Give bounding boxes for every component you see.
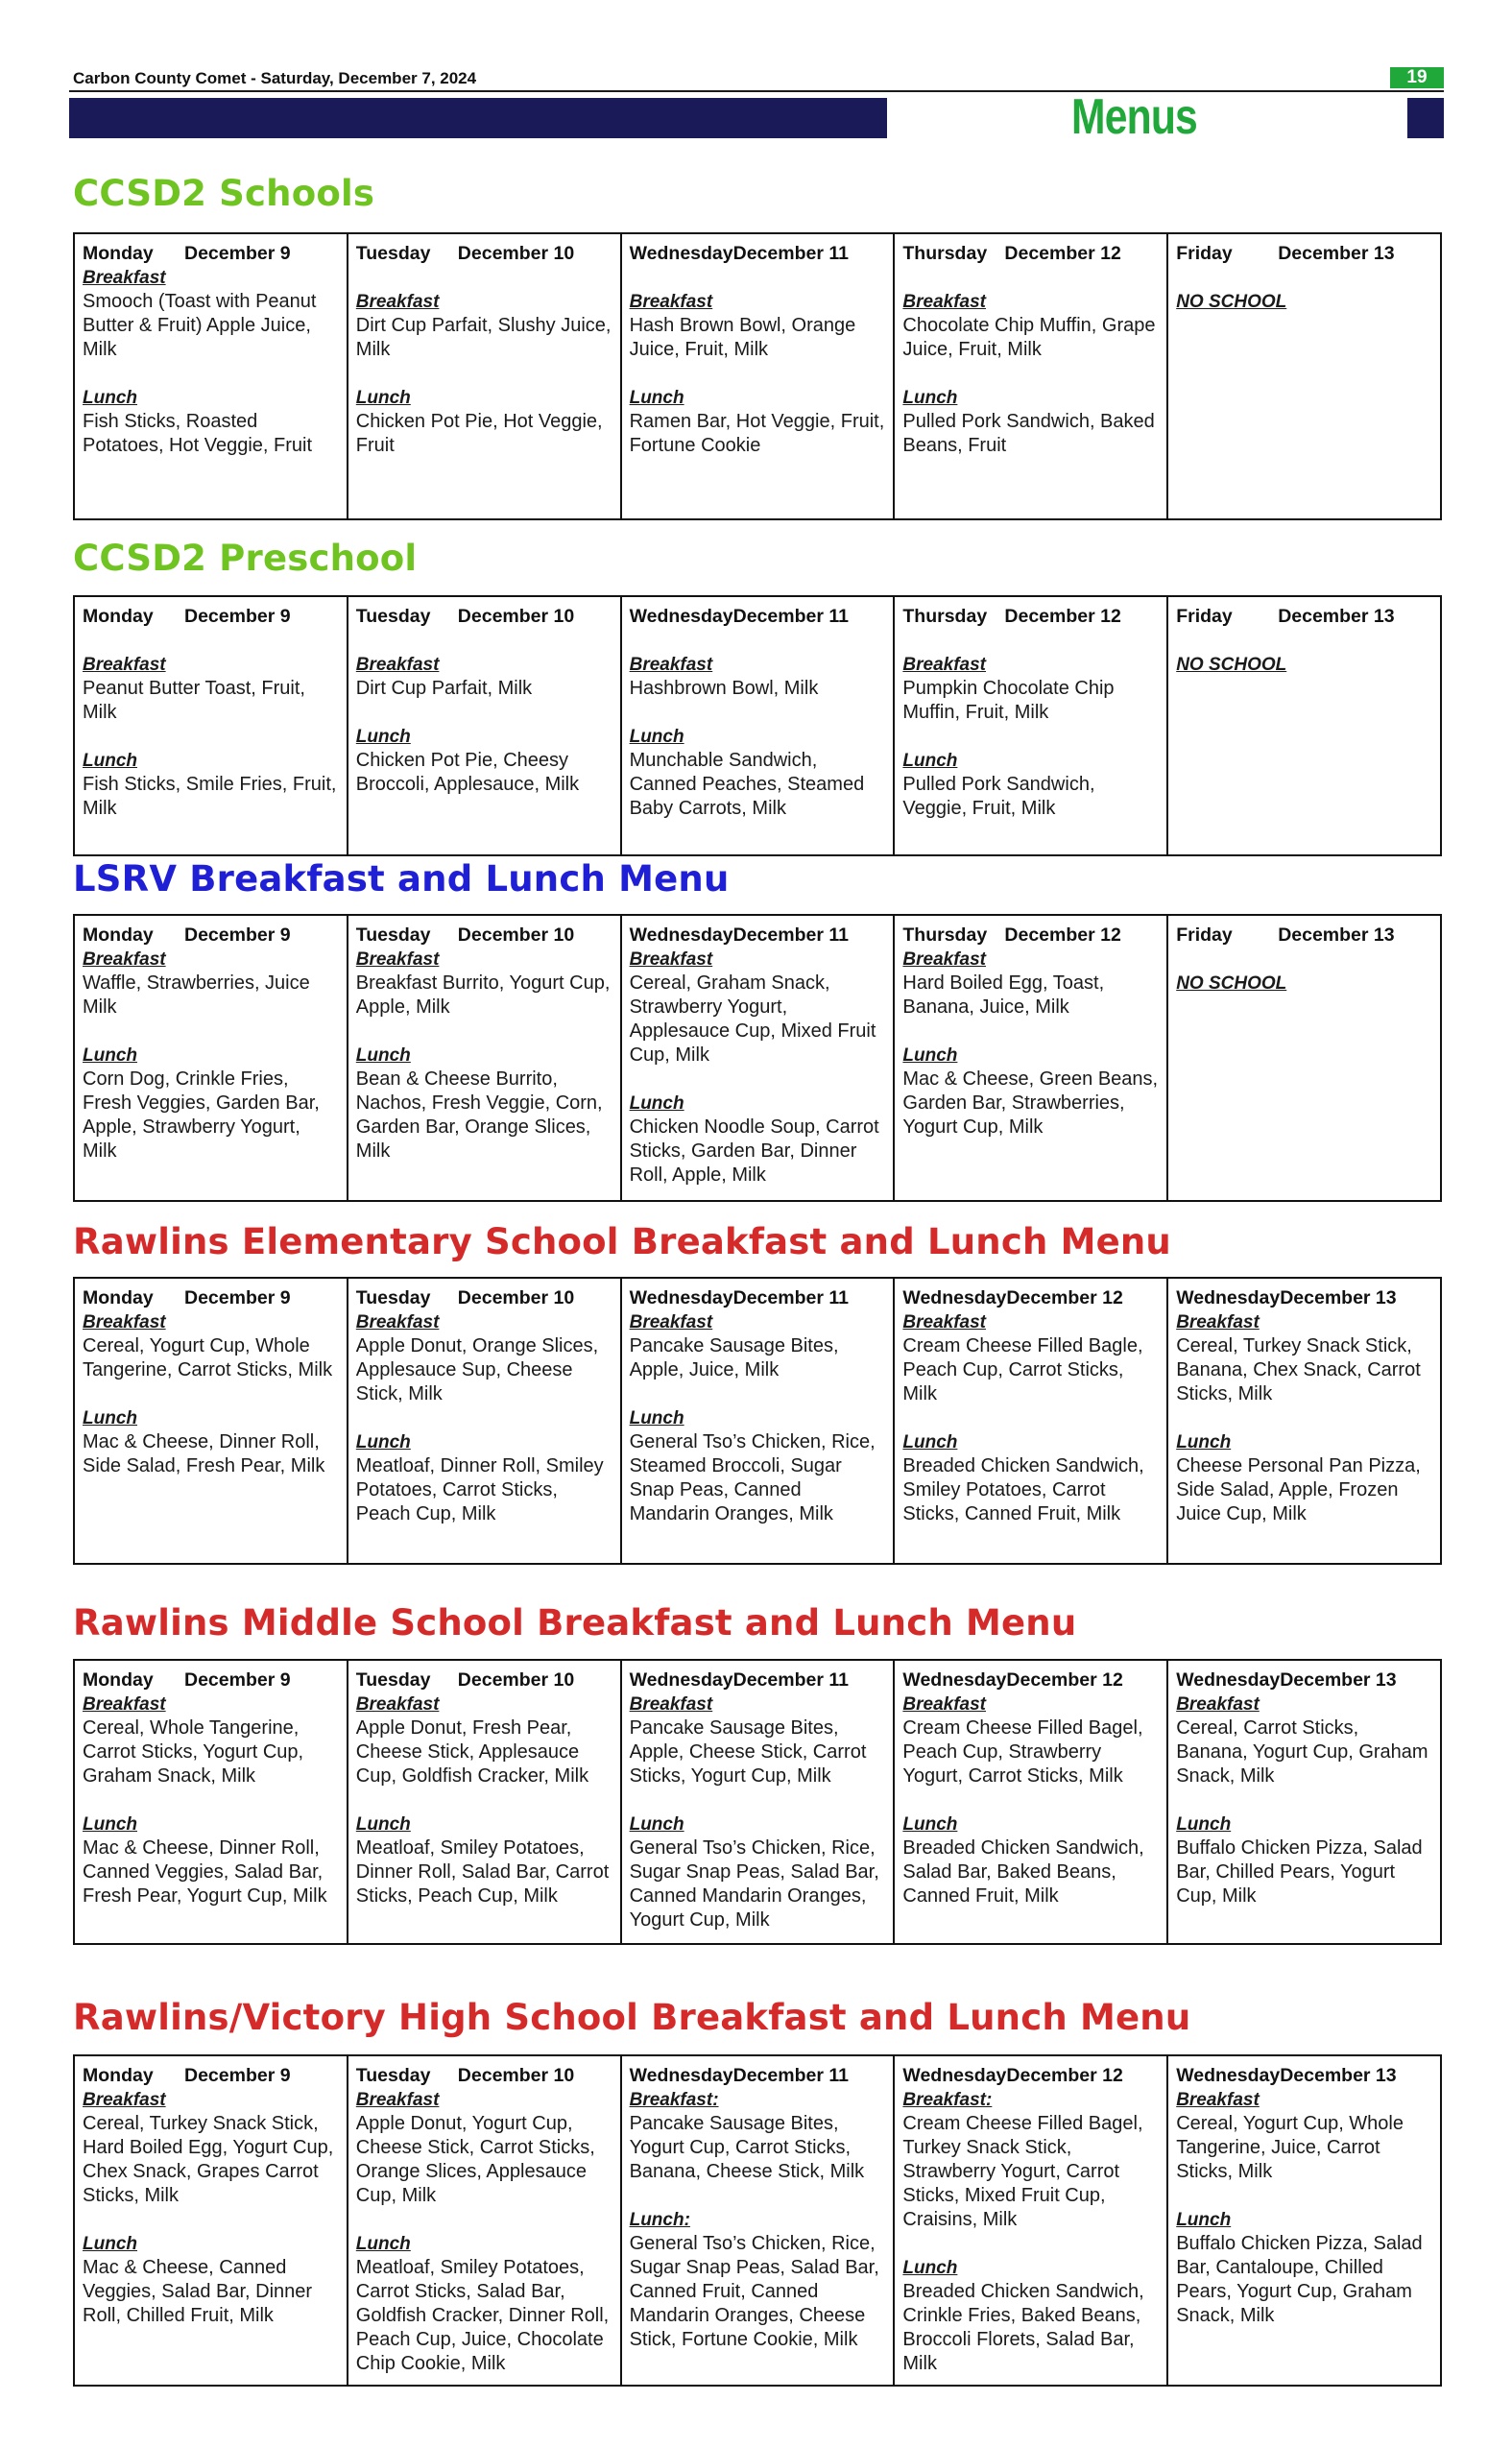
spacer bbox=[356, 2208, 612, 2232]
breakfast-items: Cereal, Turkey Snack Stick, Banana, Chex Snack, Carrot Sticks, Milk bbox=[1176, 1335, 1421, 1404]
day-name: Wednesday bbox=[629, 1287, 733, 1308]
header-color-bar bbox=[69, 98, 887, 138]
spacer bbox=[1176, 2184, 1432, 2208]
day-cell bbox=[895, 1279, 1168, 1563]
lunch-items: Breaded Chicken Sandwich, Salad Bar, Baked Beans, Canned Fruit, Milk bbox=[902, 1837, 1144, 1907]
day-name: Tuesday bbox=[355, 243, 431, 264]
day-heading bbox=[83, 1286, 339, 1310]
day-date: December 10 bbox=[457, 1669, 575, 1691]
day-date: December 11 bbox=[732, 1669, 849, 1691]
day-cell bbox=[75, 597, 348, 854]
day-cell bbox=[895, 916, 1168, 1200]
page-number: 19 bbox=[1390, 67, 1444, 88]
lunch-label: Lunch bbox=[902, 1432, 958, 1452]
lunch-label: Lunch bbox=[83, 751, 137, 771]
menu-table bbox=[73, 595, 1442, 856]
day-name: Monday bbox=[83, 1287, 154, 1308]
section-title: Menus bbox=[1071, 89, 1197, 145]
lunch-label: Lunch bbox=[629, 1408, 684, 1428]
breakfast-label: Breakfast bbox=[83, 1694, 166, 1715]
day-heading bbox=[356, 1286, 612, 1310]
day-cell bbox=[1168, 1661, 1440, 1943]
breakfast-label: Breakfast bbox=[83, 655, 166, 675]
breakfast-label: Breakfast bbox=[355, 292, 440, 312]
lunch-label: Lunch bbox=[1176, 1814, 1232, 1835]
lunch-items: Breaded Chicken Sandwich, Smiley Potatoes, Carrot Sticks, Canned Fruit, Milk bbox=[902, 1455, 1144, 1524]
spacer bbox=[356, 362, 612, 386]
breakfast-items: Pancake Sausage Bites, Yogurt Cup, Carrot Sticks, Banana, Cheese Stick, Milk bbox=[629, 2113, 865, 2182]
day-date: December 11 bbox=[732, 924, 849, 946]
lunch-items: Mac & Cheese, Canned Veggies, Salad Bar, Dinner Roll, Chilled Fruit, Milk bbox=[83, 2257, 313, 2326]
lunch-label: Lunch bbox=[83, 388, 137, 408]
day-heading bbox=[1176, 242, 1432, 266]
no-school-notice: NO SCHOOL bbox=[1176, 973, 1287, 994]
day-cell bbox=[348, 1661, 622, 1943]
menu-table bbox=[73, 914, 1442, 1202]
lunch-label: Lunch bbox=[355, 1045, 411, 1066]
lunch-label: Lunch bbox=[83, 1045, 137, 1066]
day-heading bbox=[356, 924, 612, 948]
day-cell bbox=[622, 1279, 896, 1563]
breakfast-items: Pumpkin Chocolate Chip Muffin, Fruit, Milk bbox=[902, 678, 1115, 723]
lunch-label: Lunch bbox=[902, 1045, 958, 1066]
day-cell bbox=[348, 916, 622, 1200]
spacer bbox=[902, 2232, 1159, 2256]
breakfast-items: Smooch (Toast with Peanut Butter & Fruit) Apple Juice, Milk bbox=[83, 291, 317, 360]
day-heading bbox=[902, 2064, 1159, 2088]
breakfast-items: Apple Donut, Yogurt Cup, Cheese Stick, Carrot Sticks, Orange Slices, Applesauce Cup, Milk bbox=[355, 2113, 595, 2206]
spacer bbox=[83, 2208, 339, 2232]
lunch-items: Buffalo Chicken Pizza, Salad Bar, Chilled Pears, Yogurt Cup, Milk bbox=[1176, 1837, 1423, 1907]
breakfast-items: Dirt Cup Parfait, Milk bbox=[355, 678, 533, 699]
spacer bbox=[902, 629, 1159, 653]
spacer bbox=[630, 1382, 886, 1406]
spacer bbox=[902, 362, 1159, 386]
spacer bbox=[630, 266, 886, 290]
breakfast-label: Breakfast: bbox=[902, 2090, 993, 2110]
no-school-notice: NO SCHOOL bbox=[1176, 292, 1287, 312]
day-name: Thursday bbox=[902, 243, 988, 264]
spacer bbox=[356, 1406, 612, 1430]
day-heading bbox=[1176, 1286, 1432, 1310]
spacer bbox=[83, 1020, 339, 1044]
lunch-label: Lunch: bbox=[629, 2210, 690, 2230]
day-cell bbox=[75, 916, 348, 1200]
day-date: December 10 bbox=[457, 1287, 575, 1308]
day-date: December 9 bbox=[184, 1669, 291, 1691]
spacer bbox=[902, 266, 1159, 290]
day-cell bbox=[75, 1661, 348, 1943]
day-name: Wednesday bbox=[629, 243, 733, 264]
breakfast-label: Breakfast bbox=[355, 655, 440, 675]
day-cell bbox=[622, 597, 896, 854]
day-cell bbox=[75, 1279, 348, 1563]
spacer bbox=[83, 1382, 339, 1406]
day-name: Monday bbox=[83, 2065, 154, 2086]
day-heading bbox=[356, 2064, 612, 2088]
breakfast-label: Breakfast bbox=[83, 949, 166, 970]
day-date: December 10 bbox=[457, 2065, 575, 2086]
breakfast-label: Breakfast bbox=[902, 1694, 986, 1715]
spacer bbox=[630, 629, 886, 653]
breakfast-label: Breakfast bbox=[902, 1312, 986, 1332]
lunch-label: Lunch bbox=[629, 388, 684, 408]
breakfast-label: Breakfast: bbox=[629, 2090, 719, 2110]
day-name: Tuesday bbox=[355, 2065, 431, 2086]
day-name: Wednesday bbox=[1176, 1287, 1281, 1308]
day-date: December 9 bbox=[184, 924, 291, 946]
day-cell bbox=[895, 597, 1168, 854]
lunch-label: Lunch bbox=[902, 751, 958, 771]
day-heading bbox=[902, 1668, 1159, 1692]
breakfast-label: Breakfast bbox=[83, 2090, 166, 2110]
lunch-label: Lunch bbox=[629, 1814, 684, 1835]
lunch-items: Bean & Cheese Burrito, Nachos, Fresh Veggie, Corn, Garden Bar, Orange Slices, Milk bbox=[355, 1068, 603, 1162]
lunch-items: Ramen Bar, Hot Veggie, Fruit, Fortune Cookie bbox=[629, 411, 885, 456]
breakfast-label: Breakfast bbox=[355, 2090, 440, 2110]
day-name: Tuesday bbox=[355, 1669, 431, 1691]
day-heading bbox=[630, 605, 886, 629]
lunch-items: Cheese Personal Pan Pizza, Side Salad, Apple, Frozen Juice Cup, Milk bbox=[1176, 1455, 1421, 1524]
no-school-notice: NO SCHOOL bbox=[1176, 655, 1287, 675]
day-name: Monday bbox=[83, 1669, 154, 1691]
day-name: Tuesday bbox=[355, 606, 431, 627]
day-date: December 13 bbox=[1280, 1669, 1397, 1691]
lunch-label: Lunch bbox=[355, 1432, 411, 1452]
spacer bbox=[902, 725, 1159, 749]
lunch-items: Pulled Pork Sandwich, Baked Beans, Fruit bbox=[902, 411, 1155, 456]
spacer bbox=[630, 701, 886, 725]
breakfast-label: Breakfast bbox=[629, 292, 713, 312]
day-cell bbox=[348, 597, 622, 854]
breakfast-items: Apple Donut, Fresh Pear, Cheese Stick, Applesauce Cup, Goldfish Cracker, Milk bbox=[355, 1717, 589, 1787]
spacer bbox=[83, 362, 339, 386]
day-name: Friday bbox=[1176, 243, 1233, 264]
breakfast-label: Breakfast bbox=[902, 292, 986, 312]
spacer bbox=[356, 629, 612, 653]
day-date: December 11 bbox=[732, 243, 849, 264]
day-cell bbox=[1168, 234, 1440, 518]
spacer bbox=[902, 1020, 1159, 1044]
breakfast-items: Hash Brown Bowl, Orange Juice, Fruit, Milk bbox=[629, 315, 856, 360]
lunch-items: Pulled Pork Sandwich, Veggie, Fruit, Milk bbox=[902, 774, 1095, 819]
day-heading bbox=[630, 924, 886, 948]
day-heading bbox=[83, 924, 339, 948]
day-cell bbox=[622, 916, 896, 1200]
spacer bbox=[630, 1788, 886, 1812]
lunch-label: Lunch bbox=[355, 388, 411, 408]
lunch-items: General Tso’s Chicken, Rice, Sugar Snap Peas, Salad Bar, Canned Mandarin Oranges, Yogurt Cup, Milk bbox=[629, 1837, 879, 1931]
breakfast-items: Chocolate Chip Muffin, Grape Juice, Fruit, Milk bbox=[902, 315, 1156, 360]
day-date: December 13 bbox=[1278, 924, 1395, 946]
lunch-label: Lunch bbox=[355, 1814, 411, 1835]
day-name: Wednesday bbox=[629, 924, 733, 946]
breakfast-items: Cereal, Yogurt Cup, Whole Tangerine, Carrot Sticks, Milk bbox=[83, 1335, 333, 1380]
day-date: December 11 bbox=[732, 1287, 849, 1308]
lunch-items: Mac & Cheese, Dinner Roll, Side Salad, Fresh Pear, Milk bbox=[83, 1431, 325, 1476]
lunch-items: Meatloaf, Dinner Roll, Smiley Potatoes, Carrot Sticks, Peach Cup, Milk bbox=[355, 1455, 604, 1524]
breakfast-items: Pancake Sausage Bites, Apple, Cheese Stick, Carrot Sticks, Yogurt Cup, Milk bbox=[629, 1717, 867, 1787]
breakfast-label: Breakfast bbox=[1176, 1312, 1260, 1332]
lunch-label: Lunch bbox=[629, 1093, 684, 1114]
spacer bbox=[83, 725, 339, 749]
day-name: Wednesday bbox=[629, 606, 733, 627]
day-cell bbox=[348, 1279, 622, 1563]
lunch-items: Mac & Cheese, Dinner Roll, Canned Veggies, Salad Bar, Fresh Pear, Yogurt Cup, Milk bbox=[83, 1837, 327, 1907]
breakfast-items: Cereal, Whole Tangerine, Carrot Sticks, Yogurt Cup, Graham Snack, Milk bbox=[83, 1717, 304, 1787]
day-heading bbox=[356, 605, 612, 629]
spacer bbox=[83, 629, 339, 653]
day-date: December 11 bbox=[732, 2065, 849, 2086]
menu-table bbox=[73, 232, 1442, 520]
day-heading bbox=[902, 605, 1159, 629]
lunch-items: Munchable Sandwich, Canned Peaches, Steamed Baby Carrots, Milk bbox=[629, 750, 865, 819]
day-cell bbox=[348, 234, 622, 518]
day-cell bbox=[895, 2056, 1168, 2385]
day-cell bbox=[75, 234, 348, 518]
day-heading bbox=[1176, 2064, 1432, 2088]
spacer bbox=[902, 1406, 1159, 1430]
day-cell bbox=[622, 1661, 896, 1943]
breakfast-label: Breakfast bbox=[629, 655, 713, 675]
day-heading bbox=[83, 1668, 339, 1692]
breakfast-label: Breakfast bbox=[1176, 1694, 1260, 1715]
lunch-label: Lunch bbox=[1176, 2210, 1232, 2230]
day-heading bbox=[1176, 605, 1432, 629]
day-cell bbox=[1168, 597, 1440, 854]
menu-section-heading: CCSD2 Preschool bbox=[73, 538, 418, 579]
day-cell bbox=[75, 2056, 348, 2385]
lunch-label: Lunch bbox=[629, 727, 684, 747]
menu-section-heading: CCSD2 Schools bbox=[73, 173, 375, 214]
day-heading bbox=[1176, 1668, 1432, 1692]
day-heading bbox=[83, 242, 339, 266]
lunch-label: Lunch bbox=[902, 1814, 958, 1835]
day-date: December 9 bbox=[184, 1287, 291, 1308]
breakfast-label: Breakfast bbox=[629, 1694, 713, 1715]
day-date: December 12 bbox=[1004, 243, 1121, 264]
day-date: December 12 bbox=[1006, 1669, 1123, 1691]
day-cell bbox=[1168, 916, 1440, 1200]
day-name: Wednesday bbox=[629, 2065, 733, 2086]
lunch-label: Lunch bbox=[355, 2234, 411, 2254]
day-cell bbox=[348, 2056, 622, 2385]
lunch-items: Fish Sticks, Smile Fries, Fruit, Milk bbox=[83, 774, 337, 819]
breakfast-label: Breakfast bbox=[902, 949, 986, 970]
day-heading bbox=[630, 1668, 886, 1692]
lunch-items: Meatloaf, Smiley Potatoes, Dinner Roll, Salad Bar, Carrot Sticks, Peach Cup, Milk bbox=[355, 1837, 610, 1907]
day-date: December 10 bbox=[457, 606, 575, 627]
breakfast-label: Breakfast bbox=[355, 1312, 440, 1332]
menu-section-heading: LSRV Breakfast and Lunch Menu bbox=[73, 858, 730, 900]
day-date: December 13 bbox=[1280, 1287, 1397, 1308]
lunch-label: Lunch bbox=[355, 727, 411, 747]
newspaper-dateline: Carbon County Comet - Saturday, December 7, 2024 bbox=[73, 69, 477, 87]
day-name: Thursday bbox=[902, 924, 988, 946]
day-name: Wednesday bbox=[1176, 1669, 1281, 1691]
lunch-items: General Tso’s Chicken, Rice, Sugar Snap Peas, Salad Bar, Canned Fruit, Canned Mandarin Oranges, Cheese Stick, Fortune Cookie, Milk bbox=[629, 2233, 879, 2350]
day-name: Tuesday bbox=[355, 924, 431, 946]
day-cell bbox=[1168, 1279, 1440, 1563]
day-heading bbox=[1176, 924, 1432, 948]
day-name: Wednesday bbox=[902, 1287, 1007, 1308]
menu-table bbox=[73, 2054, 1442, 2387]
spacer bbox=[902, 1788, 1159, 1812]
lunch-items: Chicken Pot Pie, Cheesy Broccoli, Applesauce, Milk bbox=[355, 750, 580, 795]
lunch-label: Lunch bbox=[83, 1814, 137, 1835]
breakfast-label: Breakfast bbox=[629, 1312, 713, 1332]
day-date: December 12 bbox=[1006, 1287, 1123, 1308]
day-cell bbox=[895, 1661, 1168, 1943]
day-name: Wednesday bbox=[1176, 2065, 1281, 2086]
breakfast-items: Apple Donut, Orange Slices, Applesauce Sup, Cheese Stick, Milk bbox=[355, 1335, 599, 1404]
spacer bbox=[356, 701, 612, 725]
spacer bbox=[630, 1068, 886, 1092]
breakfast-items: Cereal, Yogurt Cup, Whole Tangerine, Juice, Carrot Sticks, Milk bbox=[1176, 2113, 1404, 2182]
lunch-items: Buffalo Chicken Pizza, Salad Bar, Cantaloupe, Chilled Pears, Yogurt Cup, Graham Snack, Milk bbox=[1176, 2233, 1423, 2326]
masthead bbox=[69, 67, 1444, 92]
breakfast-label: Breakfast bbox=[902, 655, 986, 675]
breakfast-items: Pancake Sausage Bites, Apple, Juice, Milk bbox=[629, 1335, 839, 1380]
lunch-label: Lunch bbox=[902, 2258, 958, 2278]
day-cell bbox=[895, 234, 1168, 518]
day-date: December 13 bbox=[1280, 2065, 1397, 2086]
day-name: Monday bbox=[83, 243, 154, 264]
spacer bbox=[1176, 266, 1432, 290]
lunch-label: Lunch bbox=[83, 2234, 137, 2254]
spacer bbox=[1176, 1788, 1432, 1812]
breakfast-items: Breakfast Burrito, Yogurt Cup, Apple, Milk bbox=[355, 972, 611, 1018]
day-heading bbox=[902, 242, 1159, 266]
spacer bbox=[630, 2184, 886, 2208]
day-date: December 9 bbox=[184, 606, 291, 627]
breakfast-items: Peanut Butter Toast, Fruit, Milk bbox=[83, 678, 305, 723]
day-date: December 13 bbox=[1278, 243, 1395, 264]
day-name: Wednesday bbox=[629, 1669, 733, 1691]
lunch-items: Meatloaf, Smiley Potatoes, Carrot Sticks, Salad Bar, Goldfish Cracker, Dinner Roll, Peach Cup, Juice, Chocolate Chip Cookie, Milk bbox=[355, 2257, 610, 2374]
spacer bbox=[1176, 1406, 1432, 1430]
breakfast-label: Breakfast bbox=[83, 268, 166, 288]
lunch-items: Corn Dog, Crinkle Fries, Fresh Veggies, Garden Bar, Apple, Strawberry Yogurt, Milk bbox=[83, 1068, 320, 1162]
breakfast-items: Cereal, Graham Snack, Strawberry Yogurt, Applesauce Cup, Mixed Fruit Cup, Milk bbox=[629, 972, 876, 1066]
day-date: December 9 bbox=[184, 2065, 291, 2086]
breakfast-items: Hashbrown Bowl, Milk bbox=[629, 678, 819, 699]
spacer bbox=[83, 1788, 339, 1812]
day-heading bbox=[902, 924, 1159, 948]
spacer bbox=[356, 1788, 612, 1812]
menu-section-heading: Rawlins Elementary School Breakfast and Lunch Menu bbox=[73, 1221, 1171, 1262]
spacer bbox=[356, 1020, 612, 1044]
lunch-items: Fish Sticks, Roasted Potatoes, Hot Veggie, Fruit bbox=[83, 411, 313, 456]
spacer bbox=[356, 266, 612, 290]
day-cell bbox=[622, 2056, 896, 2385]
header-color-block bbox=[1407, 98, 1444, 138]
day-heading bbox=[630, 1286, 886, 1310]
day-heading bbox=[902, 1286, 1159, 1310]
lunch-items: Chicken Noodle Soup, Carrot Sticks, Garden Bar, Dinner Roll, Apple, Milk bbox=[629, 1116, 879, 1186]
menu-section-heading: Rawlins Middle School Breakfast and Lunch Menu bbox=[73, 1602, 1077, 1644]
day-date: December 11 bbox=[732, 606, 849, 627]
breakfast-label: Breakfast bbox=[355, 1694, 440, 1715]
spacer bbox=[1176, 948, 1432, 972]
lunch-items: General Tso’s Chicken, Rice, Steamed Broccoli, Sugar Snap Peas, Canned Mandarin Oranges, Milk bbox=[629, 1431, 876, 1524]
day-date: December 10 bbox=[457, 243, 575, 264]
day-name: Friday bbox=[1176, 924, 1233, 946]
breakfast-items: Cream Cheese Filled Bagel, Turkey Snack Stick, Strawberry Yogurt, Carrot Sticks, Mixed Fruit Cup, Craisins, Milk bbox=[902, 2113, 1143, 2230]
spacer bbox=[1176, 629, 1432, 653]
day-heading bbox=[356, 1668, 612, 1692]
breakfast-items: Waffle, Strawberries, Juice Milk bbox=[83, 972, 310, 1018]
day-date: December 12 bbox=[1006, 2065, 1123, 2086]
day-date: December 13 bbox=[1278, 606, 1395, 627]
menu-section-heading: Rawlins/Victory High School Breakfast and Lunch Menu bbox=[73, 1997, 1191, 2038]
day-name: Thursday bbox=[902, 606, 988, 627]
day-date: December 12 bbox=[1004, 606, 1121, 627]
day-heading bbox=[83, 2064, 339, 2088]
day-name: Wednesday bbox=[902, 2065, 1007, 2086]
breakfast-label: Breakfast bbox=[1176, 2090, 1260, 2110]
breakfast-items: Cereal, Turkey Snack Stick, Hard Boiled Egg, Yogurt Cup, Chex Snack, Grapes Carrot Sticks, Milk bbox=[83, 2113, 334, 2206]
breakfast-label: Breakfast bbox=[83, 1312, 166, 1332]
day-heading bbox=[630, 242, 886, 266]
lunch-items: Breaded Chicken Sandwich, Crinkle Fries, Baked Beans, Broccoli Florets, Salad Bar, Milk bbox=[902, 2281, 1144, 2374]
day-name: Monday bbox=[83, 606, 154, 627]
lunch-label: Lunch bbox=[902, 388, 958, 408]
menu-table bbox=[73, 1659, 1442, 1945]
breakfast-items: Cream Cheese Filled Bagle, Peach Cup, Carrot Sticks, Milk bbox=[902, 1335, 1143, 1404]
day-name: Wednesday bbox=[902, 1669, 1007, 1691]
day-cell bbox=[622, 234, 896, 518]
day-heading bbox=[83, 605, 339, 629]
day-name: Friday bbox=[1176, 606, 1233, 627]
lunch-label: Lunch bbox=[1176, 1432, 1232, 1452]
day-date: December 9 bbox=[184, 243, 291, 264]
day-date: December 12 bbox=[1004, 924, 1121, 946]
breakfast-items: Cereal, Carrot Sticks, Banana, Yogurt Cup, Graham Snack, Milk bbox=[1176, 1717, 1428, 1787]
day-heading bbox=[630, 2064, 886, 2088]
lunch-items: Chicken Pot Pie, Hot Veggie, Fruit bbox=[355, 411, 603, 456]
spacer bbox=[630, 362, 886, 386]
lunch-items: Mac & Cheese, Green Beans, Garden Bar, Strawberries, Yogurt Cup, Milk bbox=[902, 1068, 1159, 1138]
breakfast-items: Hard Boiled Egg, Toast, Banana, Juice, Milk bbox=[902, 972, 1105, 1018]
day-name: Monday bbox=[83, 924, 154, 946]
breakfast-items: Dirt Cup Parfait, Slushy Juice, Milk bbox=[355, 315, 612, 360]
day-heading bbox=[356, 242, 612, 266]
lunch-label: Lunch bbox=[83, 1408, 137, 1428]
day-name: Tuesday bbox=[355, 1287, 431, 1308]
breakfast-label: Breakfast bbox=[629, 949, 713, 970]
day-cell bbox=[1168, 2056, 1440, 2385]
menu-table bbox=[73, 1277, 1442, 1565]
breakfast-label: Breakfast bbox=[355, 949, 440, 970]
breakfast-items: Cream Cheese Filled Bagel, Peach Cup, Strawberry Yogurt, Carrot Sticks, Milk bbox=[902, 1717, 1143, 1787]
day-date: December 10 bbox=[457, 924, 575, 946]
